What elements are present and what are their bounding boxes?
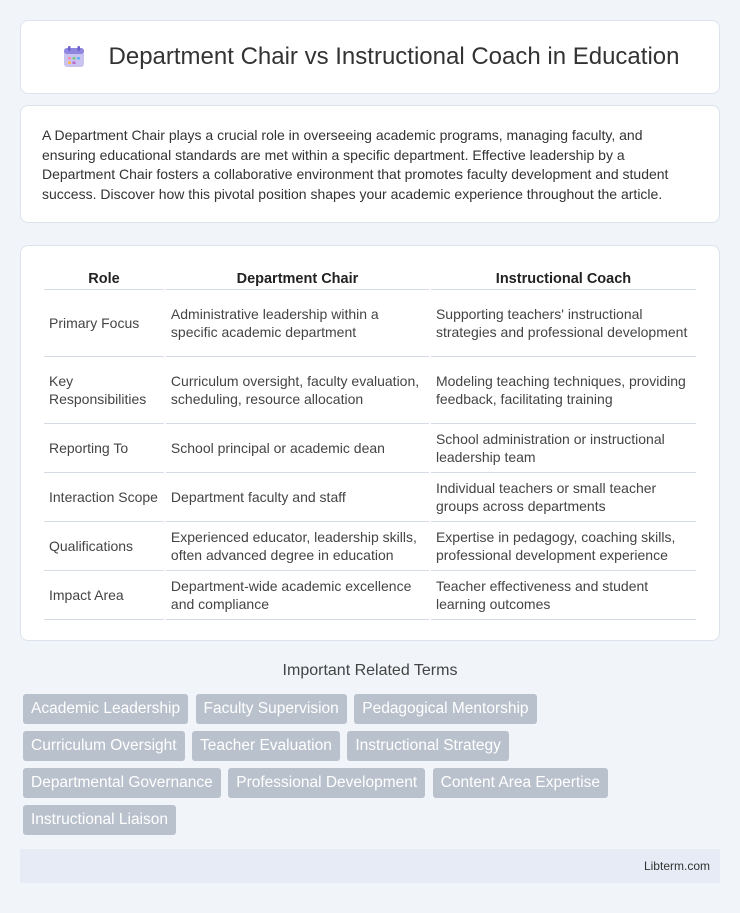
footer (20, 849, 720, 883)
tag-departmental-governance[interactable]: Departmental Governance (23, 768, 221, 798)
table-row (44, 357, 696, 424)
calendar-icon (61, 44, 87, 70)
tag-academic-leadership[interactable]: Academic Leadership (23, 694, 188, 724)
intro-text: A Department Chair plays a crucial role in overseeing academic programs, managing faculty, and ensuring educational standards are met within a specific department. Effective leadership by a Department Chair fosters a collaborative environment that promotes faculty development and student success. Discover how this pivotal position shapes your academic experience throughout the article. (42, 127, 669, 202)
table-cell: School administration or instructional leadership team (431, 424, 696, 473)
table-cell: Reporting To (44, 424, 164, 473)
table-cell: Modeling teaching techniques, providing feedback, facilitating training (431, 357, 696, 424)
table-row (44, 473, 696, 522)
table-cell: Impact Area (44, 571, 164, 620)
table-cell: Interaction Scope (44, 473, 164, 522)
tag-pedagogical-mentorship[interactable]: Pedagogical Mentorship (354, 694, 536, 724)
table-cell: Department faculty and staff (166, 473, 429, 522)
page-title: Department Chair vs Instructional Coach in Education (108, 43, 680, 70)
intro-card (20, 105, 720, 223)
table-row (44, 571, 696, 620)
table-row (44, 522, 696, 571)
table-cell: Supporting teachers' instructional strategies and professional development (431, 290, 696, 357)
column-header-instructional-coach: Instructional Coach (431, 264, 696, 290)
tag-instructional-liaison[interactable]: Instructional Liaison (23, 805, 176, 835)
table-cell: Administrative leadership within a specific academic department (166, 290, 429, 357)
footer-brand[interactable]: Libterm.com (643, 859, 710, 873)
tag-instructional-strategy[interactable]: Instructional Strategy (347, 731, 509, 761)
column-header-department-chair: Department Chair (166, 264, 429, 290)
table-cell: Department-wide academic excellence and compliance (166, 571, 429, 620)
tag-faculty-supervision[interactable]: Faculty Supervision (196, 694, 347, 724)
table-cell: Key Responsibilities (44, 357, 164, 424)
tag-teacher-evaluation[interactable]: Teacher Evaluation (192, 731, 340, 761)
comparison-table-card (20, 245, 720, 641)
table-header-row (44, 264, 696, 290)
table-cell: Teacher effectiveness and student learning outcomes (431, 571, 696, 620)
table-cell: Curriculum oversight, faculty evaluation, scheduling, resource allocation (166, 357, 429, 424)
table-cell: Individual teachers or small teacher groups across departments (431, 473, 696, 522)
tag-curriculum-oversight[interactable]: Curriculum Oversight (23, 731, 185, 761)
table-cell: School principal or academic dean (166, 424, 429, 473)
table-row (44, 424, 696, 473)
table-row (44, 290, 696, 357)
table-cell: Expertise in pedagogy, coaching skills, professional development experience (431, 522, 696, 571)
tag-professional-development[interactable]: Professional Development (228, 768, 425, 798)
table-cell: Experienced educator, leadership skills, often advanced degree in education (166, 522, 429, 571)
related-terms-title: Important Related Terms (282, 662, 458, 679)
column-header-role: Role (44, 264, 164, 290)
table-cell: Primary Focus (44, 290, 164, 357)
comparison-table (42, 264, 698, 620)
table-cell: Qualifications (44, 522, 164, 571)
header-card (20, 20, 720, 94)
tag-content-area-expertise[interactable]: Content Area Expertise (433, 768, 608, 798)
related-terms-list (23, 694, 723, 842)
